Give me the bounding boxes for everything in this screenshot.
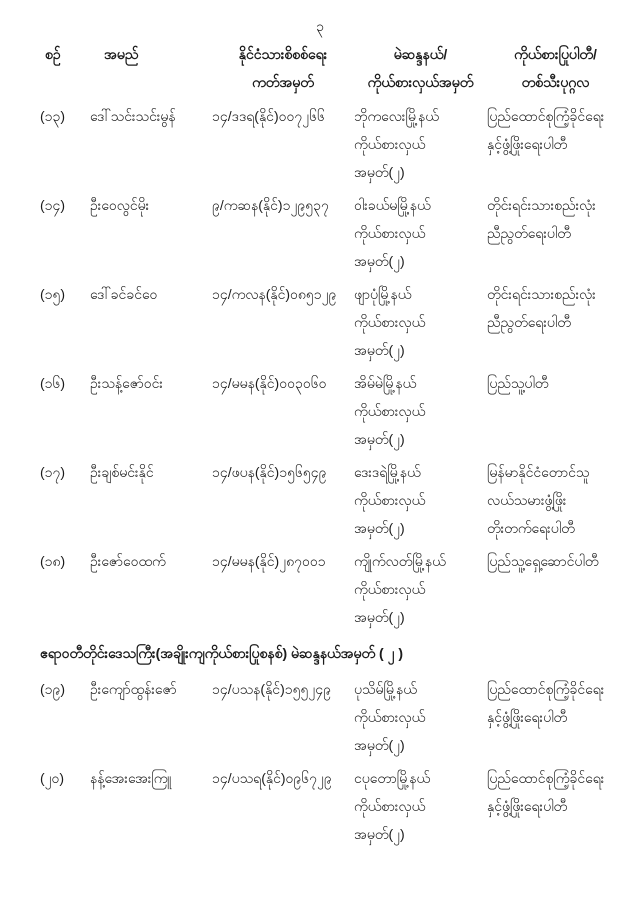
row-nrc: ၁၄/မမန(နိုင်)၂၈၇၀၀၁ <box>212 553 326 569</box>
row-constituency: ဒေးဒရဲမြို့နယ် ကိုယ်စားလှယ် အမှတ်(၂) <box>354 464 426 536</box>
row-number: (၁၈) <box>40 553 66 569</box>
row-party: တိုင်းရင်းသားစည်းလုံး ညီညွတ်ရေးပါတီ <box>487 286 596 330</box>
table-row <box>40 191 624 275</box>
row-nrc: ၁၄/ပသရ(နိုင်)၀၉၆၇၂၉ <box>212 770 332 786</box>
row-number: (၂၀) <box>40 770 65 786</box>
row-nrc: ၁၄/ပသန(နိုင်)၁၅၅၂၄၉ <box>212 681 331 697</box>
row-name: ဦးချစ်မင်းနိုင် <box>90 464 154 480</box>
row-number: (၁၅) <box>40 286 66 302</box>
header-party <box>487 40 624 96</box>
row-name: ဦးကျော်ထွန်းဇော် <box>90 681 177 697</box>
row-name: ဒေါ်ခင်ခင်ဝေ <box>90 286 158 302</box>
table-row <box>40 547 624 631</box>
header-name: အမည် <box>104 46 139 62</box>
row-constituency: ဖျာပုံမြို့နယ် ကိုယ်စားလှယ် အမှတ်(၂) <box>354 286 426 358</box>
header-no: စဉ် <box>45 46 61 62</box>
row-constituency: အိမ်မဲမြို့နယ် ကိုယ်စားလှယ် အမှတ်(၂) <box>354 375 426 447</box>
header-nrc-line1: နိုင်ငံသားစိစစ်ရေး <box>238 46 328 62</box>
row-number: (၁၉) <box>40 681 66 697</box>
table-row <box>40 675 624 759</box>
row-party: ပြည်ထောင်စုကြံ့ခိုင်ရေး နှင့်ဖွံ့ဖြိုးရေးပါတီ <box>487 108 605 152</box>
row-party: ပြည်ထောင်စုကြံ့ခိုင်ရေး နှင့်ဖွံ့ဖြိုးရေးပါတီ <box>487 770 605 814</box>
header-constituency <box>354 40 487 96</box>
row-name: ဦးသန့်ဇော်ဝင်း <box>90 375 163 391</box>
row-party: ပြည်ထောင်စုကြံ့ခိုင်ရေး နှင့်ဖွံ့ဖြိုးရေးပါတီ <box>487 681 605 725</box>
row-constituency: ငပုတောမြို့နယ် ကိုယ်စားလှယ် အမှတ်(၂) <box>354 770 431 842</box>
row-constituency: ပုသိမ်မြို့နယ် ကိုယ်စားလှယ် အမှတ်(၂) <box>354 681 426 753</box>
row-name: ဦးဝေလွင်မိုး <box>90 197 150 213</box>
row-nrc: ၉/ကဆန(နိုင်)၁၂၉၅၃၇ <box>212 197 329 213</box>
row-number: (၁၄) <box>40 197 66 213</box>
row-party: မြန်မာနိုင်ငံတောင်သူ လယ်သမားဖွံ့ဖြိုး တိုးတက်ရေးပါတီ <box>487 464 590 536</box>
header-constituency-line1: မဲဆန္ဒနယ်/ <box>393 46 448 62</box>
row-nrc: ၁၄/ကလန(နိုင်)၀၈၅၁၂၉ <box>212 286 337 302</box>
row-name: နန့်အေးအေးကြူ <box>90 770 172 786</box>
section-title: ဧရာဝတီတိုင်းဒေသကြီး(အချိုးကျကိုယ်စားပြုစနစ်) မဲဆန္ဒနယ်အမှတ် ( ၂ ) <box>40 645 404 661</box>
row-constituency: ကျိုက်လတ်မြို့နယ် ကိုယ်စားလှယ် အမှတ်(၂) <box>354 553 446 625</box>
row-party: ပြည်သူ့ပါတီ <box>487 375 549 391</box>
row-nrc: ၁၄/ဖပန(နိုင်)၁၅၆၅၄၉ <box>212 464 327 480</box>
page-number: ၃ <box>316 18 324 34</box>
header-party-line2: တစ်သီးပုဂ္ဂလ <box>521 74 590 90</box>
table-row <box>40 458 624 542</box>
header-constituency-line2: ကိုယ်စားလှယ်အမှတ် <box>367 74 474 90</box>
row-party: တိုင်းရင်းသားစည်းလုံး ညီညွတ်ရေးပါတီ <box>487 197 596 241</box>
header-nrc-line2: ကတ်အမှတ် <box>252 74 314 90</box>
row-constituency: ဝါးခယ်မမြို့နယ် ကိုယ်စားလှယ် အမှတ်(၂) <box>354 197 431 269</box>
header-nrc <box>212 40 354 96</box>
table-row <box>40 369 624 453</box>
row-number: (၁၆) <box>40 375 66 391</box>
table-row <box>40 280 624 364</box>
row-number: (၁၃) <box>40 108 66 124</box>
row-nrc: ၁၄/ဒဒရ(နိုင်)၀၀၇၂၆၆ <box>212 108 325 124</box>
table-row <box>40 764 624 848</box>
row-name: ဒေါ်သင်းသင်းမွန် <box>90 108 176 124</box>
row-nrc: ၁၄/မမန(နိုင်)၀၀၃၀၆၀ <box>212 375 327 391</box>
header-party-line1: ကိုယ်စားပြုပါတီ/ <box>514 46 597 62</box>
row-number: (၁၇) <box>40 464 66 480</box>
row-party: ပြည်သူ့ရှေ့ဆောင်ပါတီ <box>487 553 599 569</box>
table-header <box>40 40 624 96</box>
table-row <box>40 102 624 186</box>
row-constituency: ဘိုကလေးမြို့နယ် ကိုယ်စားလှယ် အမှတ်(၂) <box>354 108 439 180</box>
row-name: ဦးဇော်ဝေထက် <box>90 553 166 569</box>
